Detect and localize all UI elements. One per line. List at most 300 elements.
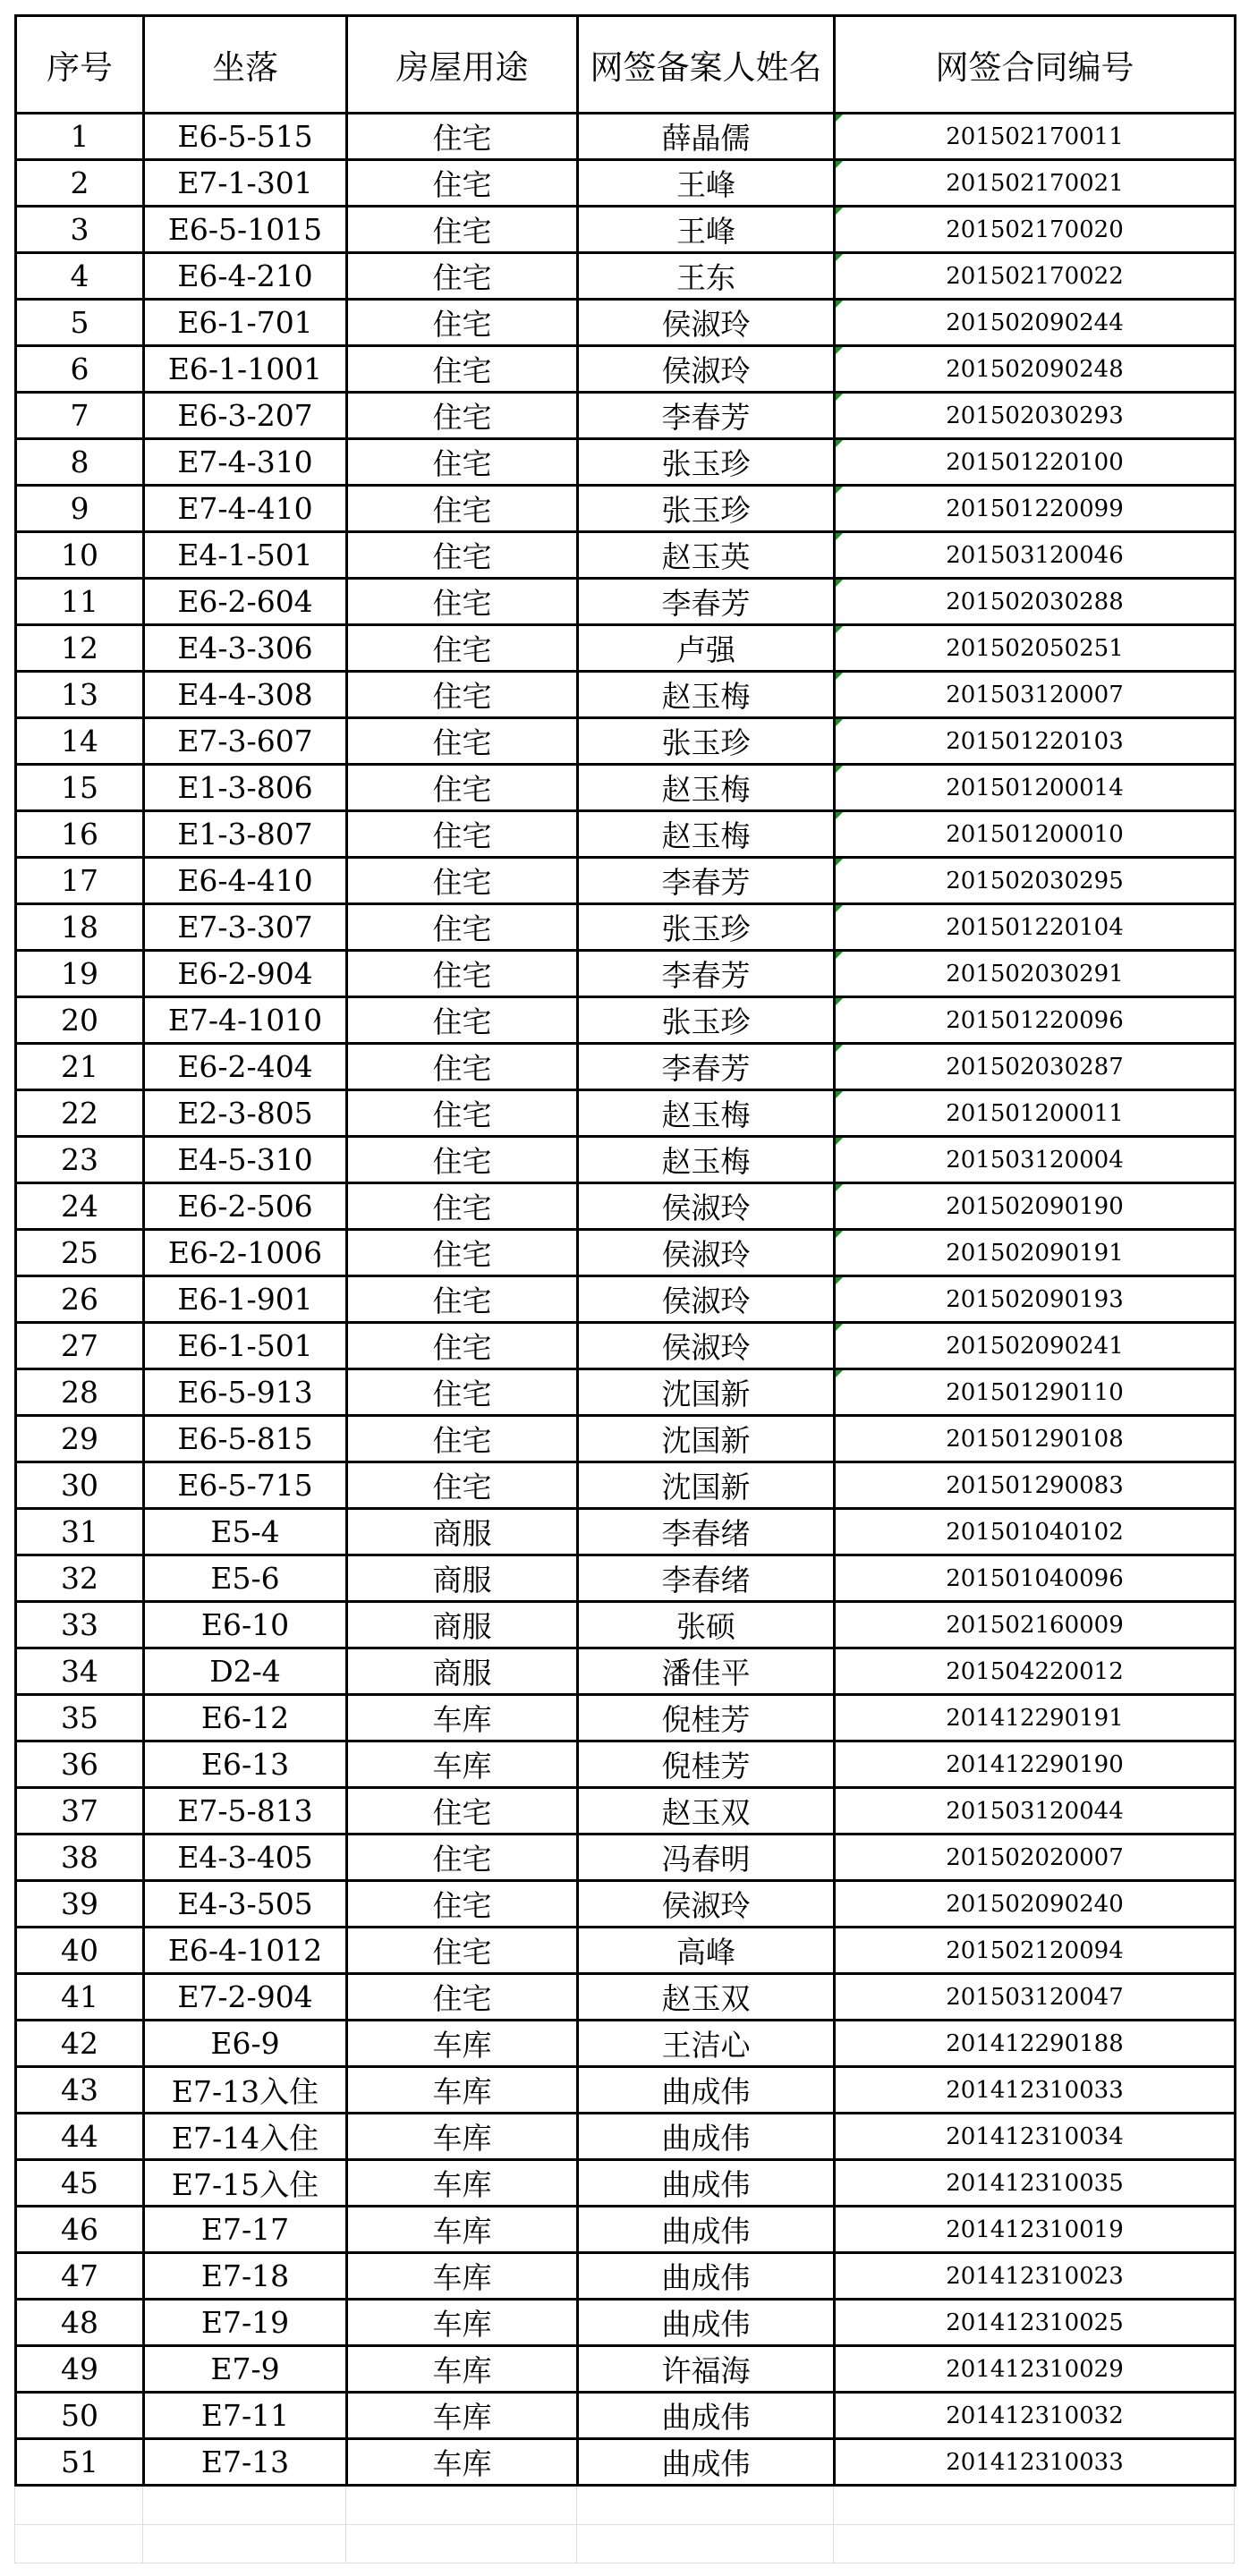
table-cell[interactable] (578, 1974, 835, 2021)
table-cell[interactable] (16, 1416, 144, 1462)
table-cell[interactable] (578, 1788, 835, 1835)
table-cell[interactable] (835, 160, 1236, 207)
table-cell[interactable] (578, 1835, 835, 1881)
table-cell[interactable] (835, 1835, 1236, 1881)
table-cell[interactable] (835, 2207, 1236, 2253)
table-cell[interactable] (347, 1044, 578, 1090)
table-cell[interactable] (16, 439, 144, 486)
table-cell[interactable] (144, 1509, 347, 1555)
cell-contract-no: 201501220096 (946, 1006, 1124, 1034)
table-cell[interactable] (578, 1741, 835, 1788)
empty-cell[interactable] (143, 2525, 346, 2563)
table-cell[interactable] (16, 1648, 144, 1695)
table-cell[interactable] (16, 160, 144, 207)
table-cell[interactable] (16, 625, 144, 672)
table-cell[interactable] (347, 1788, 578, 1835)
table-cell[interactable] (835, 1695, 1236, 1741)
table-cell[interactable] (835, 346, 1236, 393)
table-cell[interactable] (144, 2300, 347, 2346)
table-cell[interactable] (347, 672, 578, 718)
table-cell[interactable] (347, 1183, 578, 1230)
table-cell[interactable] (144, 1183, 347, 1230)
table-cell[interactable] (578, 858, 835, 904)
table-cell[interactable] (835, 811, 1236, 858)
table-cell[interactable] (16, 1462, 144, 1509)
table-cell[interactable] (144, 1928, 347, 1974)
cell-usage: 商服 (432, 1609, 492, 1644)
table-cell[interactable] (835, 1090, 1236, 1137)
table-cell[interactable] (578, 2067, 835, 2114)
table-cell[interactable] (144, 1648, 347, 1695)
table-cell[interactable] (578, 1648, 835, 1695)
table-cell[interactable] (578, 765, 835, 811)
table-cell[interactable] (16, 393, 144, 439)
table-cell[interactable] (16, 1323, 144, 1369)
table-cell[interactable] (578, 486, 835, 532)
table-cell[interactable] (144, 2207, 347, 2253)
table-cell[interactable] (16, 2439, 144, 2486)
table-cell[interactable] (16, 207, 144, 253)
table-cell[interactable] (835, 765, 1236, 811)
table-cell[interactable] (835, 904, 1236, 951)
table-cell[interactable] (578, 253, 835, 300)
table-cell[interactable] (144, 439, 347, 486)
table-cell[interactable] (144, 2114, 347, 2160)
table-cell[interactable] (835, 2114, 1236, 2160)
table-cell[interactable] (144, 1462, 347, 1509)
table-cell[interactable] (578, 2439, 835, 2486)
table-cell[interactable] (347, 486, 578, 532)
cell-index: 50 (61, 2398, 98, 2433)
table-cell[interactable] (347, 207, 578, 253)
table-cell[interactable] (578, 1137, 835, 1183)
table-cell[interactable] (835, 1648, 1236, 1695)
table-cell[interactable] (144, 904, 347, 951)
table-cell[interactable] (578, 2160, 835, 2207)
table-cell[interactable] (144, 486, 347, 532)
table-cell[interactable] (347, 1416, 578, 1462)
table-cell[interactable] (144, 1137, 347, 1183)
table-cell[interactable] (347, 2021, 578, 2067)
table-cell[interactable] (835, 1881, 1236, 1928)
table-cell[interactable] (578, 1044, 835, 1090)
cell-usage: 住宅 (432, 818, 492, 853)
table-cell[interactable] (835, 486, 1236, 532)
table-cell[interactable] (144, 1788, 347, 1835)
cell-registrant: 李春绪 (661, 1516, 751, 1551)
table-cell[interactable] (835, 1183, 1236, 1230)
table-cell[interactable] (144, 1835, 347, 1881)
table-cell[interactable] (578, 2207, 835, 2253)
table-cell[interactable] (144, 1974, 347, 2021)
table-cell[interactable] (347, 904, 578, 951)
table-cell[interactable] (144, 997, 347, 1044)
table-cell[interactable] (16, 1788, 144, 1835)
empty-cell[interactable] (577, 2525, 834, 2563)
table-cell[interactable] (16, 2253, 144, 2300)
table-cell[interactable] (16, 904, 144, 951)
table-cell[interactable] (578, 300, 835, 346)
table-cell[interactable] (16, 1509, 144, 1555)
table-cell[interactable] (835, 672, 1236, 718)
table-cell[interactable] (144, 2253, 347, 2300)
table-cell[interactable] (16, 2393, 144, 2439)
table-cell[interactable] (347, 1835, 578, 1881)
table-cell[interactable] (578, 718, 835, 765)
table-cell[interactable] (144, 625, 347, 672)
table-cell[interactable] (16, 1974, 144, 2021)
table-cell[interactable] (144, 858, 347, 904)
table-cell[interactable] (144, 2393, 347, 2439)
table-cell[interactable] (578, 1928, 835, 1974)
table-cell[interactable] (144, 1602, 347, 1648)
table-cell[interactable] (144, 1044, 347, 1090)
table-cell[interactable] (347, 2253, 578, 2300)
table-cell[interactable] (16, 486, 144, 532)
table-cell[interactable] (144, 300, 347, 346)
table-cell[interactable] (347, 114, 578, 160)
table-cell[interactable] (347, 997, 578, 1044)
table-cell[interactable] (347, 1648, 578, 1695)
table-cell[interactable] (578, 1369, 835, 1416)
table-cell[interactable] (16, 672, 144, 718)
table-cell[interactable] (578, 393, 835, 439)
table-cell[interactable] (16, 346, 144, 393)
table-cell[interactable] (16, 1928, 144, 1974)
table-cell[interactable] (347, 718, 578, 765)
empty-cell[interactable] (143, 2487, 346, 2525)
table-cell[interactable] (347, 1369, 578, 1416)
table-cell[interactable] (347, 1741, 578, 1788)
table-cell[interactable] (347, 2439, 578, 2486)
table-cell[interactable] (16, 718, 144, 765)
table-cell[interactable] (578, 1323, 835, 1369)
table-cell[interactable] (347, 2393, 578, 2439)
table-cell[interactable] (578, 672, 835, 718)
table-cell[interactable] (835, 2160, 1236, 2207)
table-cell[interactable] (578, 1462, 835, 1509)
table-cell[interactable] (347, 2346, 578, 2393)
table-cell[interactable] (144, 1323, 347, 1369)
table-cell[interactable] (16, 2021, 144, 2067)
table-cell[interactable] (835, 2067, 1236, 2114)
cell-contract-no: 201412310033 (946, 2448, 1124, 2476)
table-cell[interactable] (578, 811, 835, 858)
empty-cell[interactable] (577, 2487, 834, 2525)
table-cell[interactable] (16, 1044, 144, 1090)
table-cell[interactable] (578, 1695, 835, 1741)
table-cell[interactable] (835, 1462, 1236, 1509)
table-cell[interactable] (835, 1602, 1236, 1648)
table-cell[interactable] (835, 1276, 1236, 1323)
cell-location: E7-18 (200, 2258, 290, 2293)
table-cell[interactable] (16, 1881, 144, 1928)
cell-location: E6-4-410 (177, 863, 313, 898)
table-cell[interactable] (835, 1137, 1236, 1183)
table-cell[interactable] (16, 1835, 144, 1881)
table-cell[interactable] (578, 207, 835, 253)
table-cell[interactable] (835, 532, 1236, 579)
table-cell[interactable] (144, 811, 347, 858)
table-cell[interactable] (347, 300, 578, 346)
table-cell[interactable] (578, 532, 835, 579)
table-cell[interactable] (16, 858, 144, 904)
table-cell[interactable] (347, 1928, 578, 1974)
cell-registrant: 赵玉梅 (661, 1097, 751, 1132)
table-cell[interactable] (16, 1090, 144, 1137)
table-cell[interactable] (347, 1881, 578, 1928)
table-cell[interactable] (347, 2300, 578, 2346)
table-cell[interactable] (835, 2021, 1236, 2067)
table-cell[interactable] (16, 1695, 144, 1741)
table-cell[interactable] (16, 997, 144, 1044)
table-cell[interactable] (835, 1555, 1236, 1602)
cell-index: 40 (61, 1933, 98, 1968)
cell-registrant: 倪桂芳 (661, 1749, 751, 1784)
table-cell[interactable] (347, 858, 578, 904)
table-cell[interactable] (347, 1974, 578, 2021)
cell-location: D2-4 (209, 1654, 281, 1689)
table-cell[interactable] (835, 1928, 1236, 1974)
table-cell[interactable] (16, 253, 144, 300)
table-cell[interactable] (347, 811, 578, 858)
table-cell[interactable] (578, 439, 835, 486)
table-cell[interactable] (16, 2114, 144, 2160)
cell-usage: 住宅 (432, 1470, 492, 1504)
empty-cell[interactable] (834, 2525, 1235, 2563)
table-cell[interactable] (578, 951, 835, 997)
table-cell[interactable] (835, 2253, 1236, 2300)
table-cell[interactable] (16, 951, 144, 997)
table-cell[interactable] (16, 811, 144, 858)
table-cell[interactable] (16, 300, 144, 346)
empty-cell[interactable] (15, 2525, 143, 2563)
table-cell[interactable] (578, 114, 835, 160)
table-cell[interactable] (347, 1462, 578, 1509)
table-cell[interactable] (347, 2114, 578, 2160)
table-cell[interactable] (16, 1137, 144, 1183)
table-cell[interactable] (144, 1276, 347, 1323)
table-cell[interactable] (144, 2160, 347, 2207)
table-cell[interactable] (16, 114, 144, 160)
cell-index: 6 (70, 352, 89, 386)
table-cell[interactable] (16, 1369, 144, 1416)
table-cell[interactable] (144, 579, 347, 625)
table-cell[interactable] (16, 2160, 144, 2207)
table-cell[interactable] (144, 718, 347, 765)
table-cell[interactable] (144, 2346, 347, 2393)
table-cell[interactable] (347, 1137, 578, 1183)
table-cell[interactable] (16, 1276, 144, 1323)
cell-comment-indicator-icon (836, 301, 843, 308)
table-cell[interactable] (144, 1695, 347, 1741)
table-cell[interactable] (835, 1788, 1236, 1835)
cell-index: 18 (61, 910, 98, 945)
table-cell[interactable] (835, 2439, 1236, 2486)
empty-cell[interactable] (346, 2525, 577, 2563)
table-cell[interactable] (835, 625, 1236, 672)
table-cell[interactable] (578, 1881, 835, 1928)
table-cell[interactable] (347, 160, 578, 207)
table-cell[interactable] (835, 1974, 1236, 2021)
table-cell[interactable] (347, 625, 578, 672)
table-cell[interactable] (16, 1602, 144, 1648)
table-cell[interactable] (144, 207, 347, 253)
table-cell[interactable] (347, 2067, 578, 2114)
table-cell[interactable] (16, 1555, 144, 1602)
table-cell[interactable] (16, 2346, 144, 2393)
table-cell[interactable] (578, 1555, 835, 1602)
table-cell[interactable] (16, 579, 144, 625)
table-cell[interactable] (144, 672, 347, 718)
cell-location: E7-5-813 (177, 1793, 313, 1828)
table-cell[interactable] (144, 532, 347, 579)
table-cell[interactable] (144, 253, 347, 300)
table-cell[interactable] (835, 718, 1236, 765)
table-cell[interactable] (578, 2253, 835, 2300)
table-cell[interactable] (144, 393, 347, 439)
empty-cell[interactable] (834, 2487, 1235, 2525)
table-cell[interactable] (347, 253, 578, 300)
cell-contract-no: 201412310019 (946, 2216, 1124, 2243)
table-cell[interactable] (16, 1741, 144, 1788)
table-cell[interactable] (578, 2114, 835, 2160)
cell-location: E7-2-904 (177, 1979, 313, 2014)
table-cell[interactable] (144, 1369, 347, 1416)
table-cell[interactable] (835, 393, 1236, 439)
table-cell[interactable] (578, 1276, 835, 1323)
table-cell[interactable] (578, 2300, 835, 2346)
table-cell[interactable] (144, 1881, 347, 1928)
table-cell[interactable] (144, 1416, 347, 1462)
table-cell[interactable] (578, 160, 835, 207)
table-cell[interactable] (144, 1090, 347, 1137)
table-cell[interactable] (347, 765, 578, 811)
table-cell[interactable] (347, 346, 578, 393)
cell-contract-no: 201502090193 (946, 1285, 1124, 1313)
contract-table (14, 14, 1236, 2487)
table-cell[interactable] (347, 532, 578, 579)
table-cell[interactable] (578, 1090, 835, 1137)
table-cell[interactable] (835, 253, 1236, 300)
table-cell[interactable] (835, 858, 1236, 904)
table-cell[interactable] (835, 2346, 1236, 2393)
table-cell[interactable] (835, 1741, 1236, 1788)
table-cell[interactable] (347, 1323, 578, 1369)
table-cell[interactable] (578, 2346, 835, 2393)
cell-location: E7-3-307 (177, 910, 313, 945)
table-cell[interactable] (347, 393, 578, 439)
table-cell[interactable] (347, 1276, 578, 1323)
table-cell[interactable] (144, 765, 347, 811)
empty-cell[interactable] (15, 2487, 143, 2525)
table-cell[interactable] (835, 114, 1236, 160)
table-cell[interactable] (347, 1695, 578, 1741)
table-cell[interactable] (347, 1509, 578, 1555)
table-cell[interactable] (835, 207, 1236, 253)
cell-registrant: 王东 (676, 260, 735, 295)
table-cell[interactable] (578, 346, 835, 393)
table-cell[interactable] (347, 1602, 578, 1648)
cell-usage: 住宅 (432, 772, 492, 807)
table-cell[interactable] (347, 2207, 578, 2253)
table-cell[interactable] (347, 579, 578, 625)
cell-contract-no: 201501040102 (946, 1518, 1124, 1546)
table-cell[interactable] (144, 346, 347, 393)
table-cell[interactable] (578, 2393, 835, 2439)
table-cell[interactable] (835, 951, 1236, 997)
table-cell[interactable] (835, 1230, 1236, 1276)
table-cell[interactable] (835, 2300, 1236, 2346)
table-cell[interactable] (578, 1230, 835, 1276)
table-cell[interactable] (144, 2439, 347, 2486)
table-row (16, 951, 1236, 997)
cell-comment-indicator-icon (836, 394, 843, 401)
table-cell[interactable] (835, 2393, 1236, 2439)
table-cell[interactable] (144, 1555, 347, 1602)
cell-location: E7-17 (200, 2212, 290, 2247)
empty-cell[interactable] (346, 2487, 577, 2525)
cell-registrant: 王洁心 (661, 2028, 751, 2063)
table-cell[interactable] (347, 2160, 578, 2207)
table-cell[interactable] (347, 1555, 578, 1602)
table-cell[interactable] (835, 1323, 1236, 1369)
table-cell[interactable] (16, 1230, 144, 1276)
table-cell[interactable] (144, 1741, 347, 1788)
table-cell[interactable] (16, 1183, 144, 1230)
table-cell[interactable] (16, 2300, 144, 2346)
table-cell[interactable] (835, 1369, 1236, 1416)
header-contract-no: 网签合同编号 (835, 16, 1236, 114)
table-cell[interactable] (578, 997, 835, 1044)
table-cell[interactable] (16, 2207, 144, 2253)
table-cell[interactable] (144, 2067, 347, 2114)
table-cell[interactable] (144, 160, 347, 207)
table-cell[interactable] (578, 1602, 835, 1648)
table-cell[interactable] (835, 1509, 1236, 1555)
table-cell[interactable] (578, 579, 835, 625)
table-cell[interactable] (835, 997, 1236, 1044)
table-cell[interactable] (16, 2067, 144, 2114)
table-cell[interactable] (347, 951, 578, 997)
table-cell[interactable] (835, 1044, 1236, 1090)
table-cell[interactable] (578, 625, 835, 672)
table-cell[interactable] (347, 1090, 578, 1137)
table-cell[interactable] (578, 904, 835, 951)
table-cell[interactable] (144, 2021, 347, 2067)
table-cell[interactable] (144, 951, 347, 997)
cell-comment-indicator-icon (836, 114, 843, 122)
cell-index: 46 (61, 2212, 98, 2247)
table-cell[interactable] (144, 1230, 347, 1276)
table-cell[interactable] (144, 114, 347, 160)
cell-index: 2 (70, 165, 89, 200)
table-cell[interactable] (835, 1416, 1236, 1462)
table-row (16, 1695, 1236, 1741)
table-cell[interactable] (347, 439, 578, 486)
table-cell[interactable] (578, 1416, 835, 1462)
table-cell[interactable] (835, 579, 1236, 625)
cell-usage: 住宅 (432, 725, 492, 760)
table-cell[interactable] (347, 1230, 578, 1276)
table-cell[interactable] (835, 300, 1236, 346)
table-cell[interactable] (578, 1509, 835, 1555)
table-cell[interactable] (835, 439, 1236, 486)
table-cell[interactable] (16, 532, 144, 579)
table-cell[interactable] (578, 1183, 835, 1230)
table-cell[interactable] (578, 2021, 835, 2067)
table-cell[interactable] (16, 765, 144, 811)
